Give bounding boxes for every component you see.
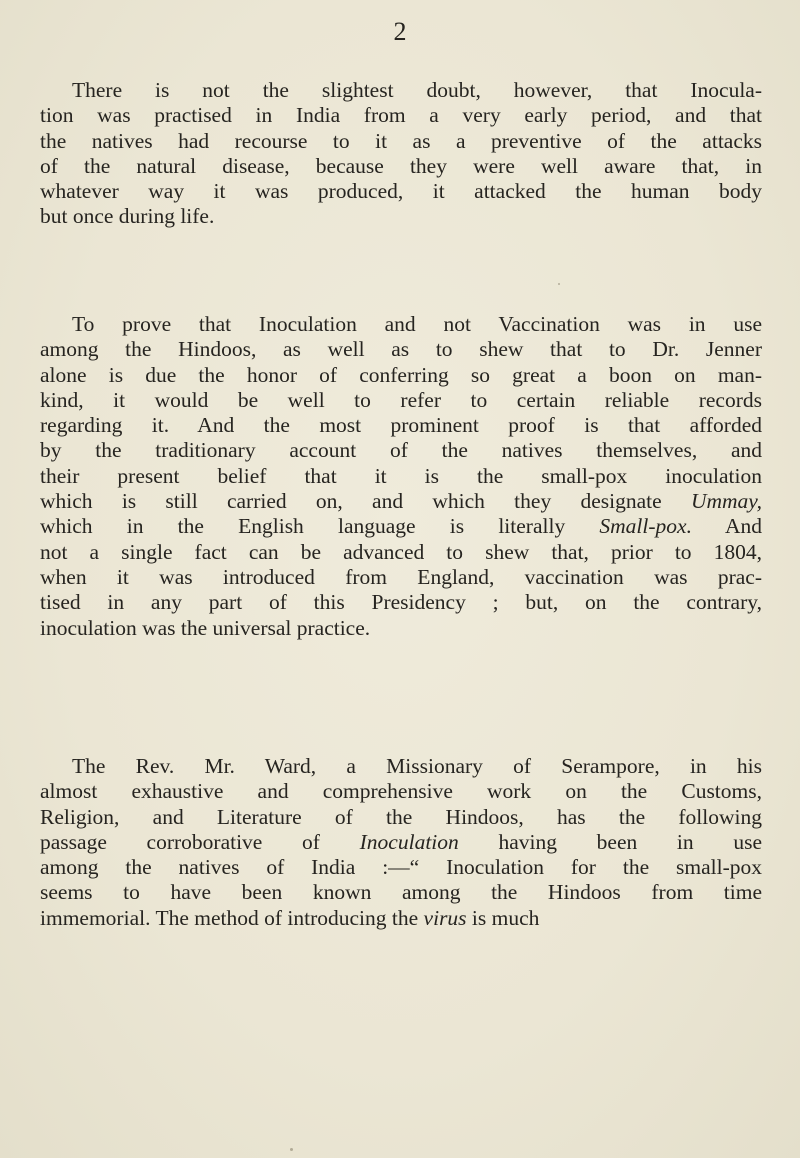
- text-line: of the natural disease, because they were well aware that, in: [40, 153, 762, 178]
- page-number: 2: [393, 17, 407, 46]
- italic-term: Small-pox.: [599, 514, 692, 539]
- text-line: Religion, and Literature of the Hindoos, has the following: [40, 804, 762, 829]
- paper-speck: [290, 1148, 293, 1151]
- text-line: tised in any part of this Presidency ; but, on the contrary,: [40, 590, 762, 615]
- text-line: but once during life.: [40, 204, 215, 229]
- text-line: tion was practised in India from a very early period, and that: [40, 103, 762, 128]
- text-line: almost exhaustive and comprehensive work on the Customs,: [40, 779, 762, 804]
- text-line: whatever way it was produced, it attacked the human body: [40, 179, 762, 204]
- text-segment: which in the English language is literally: [40, 514, 600, 539]
- text-line: [40, 514, 762, 539]
- text-line: among the natives of India :—“ Inoculation for the small-pox: [40, 855, 762, 880]
- text-line: among the Hindoos, as well as to shew that to Dr. Jenner: [40, 337, 762, 362]
- text-segment: is much: [466, 905, 540, 930]
- text-line: [40, 489, 762, 514]
- text-line: To prove that Inoculation and not Vaccination was in use: [72, 312, 762, 336]
- text-line: their present belief that it is the small-pox inoculation: [40, 463, 762, 488]
- text-segment: having been in use: [458, 829, 762, 854]
- text-segment: And: [691, 514, 762, 539]
- text-line: regarding it. And the most prominent proof is that afforded: [40, 413, 762, 438]
- text-segment: immemorial. The method of introducing the: [40, 905, 424, 930]
- paragraph-rev-ward-passage: [40, 754, 762, 931]
- text-line: alone is due the honor of conferring so great a boon on man-: [40, 362, 762, 387]
- paper-speck: [558, 283, 560, 285]
- text-line: kind, it would be well to refer to certain reliable records: [40, 387, 762, 412]
- paragraph-inoculation-in-india: [40, 78, 762, 230]
- text-line: [40, 830, 762, 855]
- text-line: the natives had recourse to it as a preventive of the attacks: [40, 128, 762, 153]
- text-line: There is not the slightest doubt, however, that Inocula-: [72, 78, 762, 102]
- italic-term: Ummay,: [690, 489, 762, 514]
- text-line: by the traditionary account of the natives themselves, and: [40, 438, 762, 463]
- text-line: The Rev. Mr. Ward, a Missionary of Serampore, in his: [72, 754, 762, 778]
- italic-term: Inoculation: [359, 829, 459, 854]
- italic-term: virus: [423, 905, 467, 930]
- text-line: [40, 906, 762, 931]
- text-line: inoculation was the universal practice.: [40, 615, 371, 640]
- text-line: when it was introduced from England, vaccination was prac-: [40, 564, 762, 589]
- text-line: seems to have been known among the Hindoos from time: [40, 880, 762, 905]
- text-segment: which is still carried on, and which they designate: [40, 489, 691, 514]
- text-segment: passage corroborative of: [40, 829, 360, 854]
- text-line: not a single fact can be advanced to shew that, prior to 1804,: [40, 539, 762, 564]
- paragraph-proof-of-inoculation: [40, 312, 762, 641]
